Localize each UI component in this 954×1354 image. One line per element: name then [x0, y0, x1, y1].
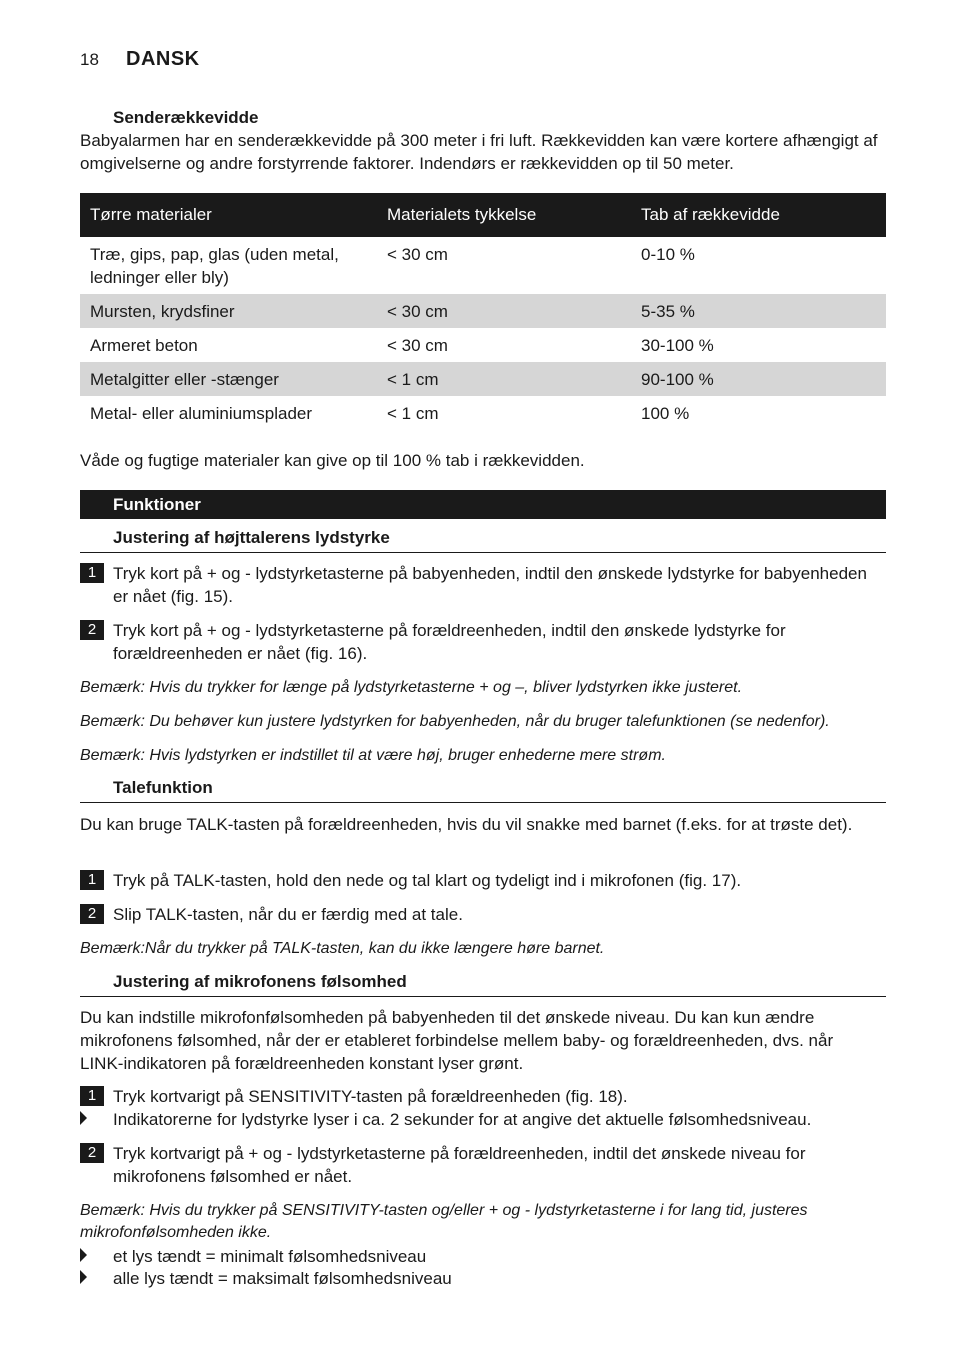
- table-cell: < 30 cm: [387, 245, 448, 264]
- step-text: Slip TALK-tasten, når du er færdig med at tale.: [113, 905, 463, 924]
- sensitivity-heading: Justering af mikrofonens følsomhed: [113, 972, 407, 991]
- bullet-text: alle lys tændt = maksimalt følsomhedsniveau: [113, 1269, 452, 1288]
- sensitivity-intro: Du kan indstille mikrofonfølsomheden på babyenheden til det ønskede niveau. Du kan kun ændre mikrofonens følsomhed, når der er etableret forbindelse mellem baby- og forældreenheden, dvs. når LINK-indikatoren på forældreenheden konstant lyser grønt.: [80, 1008, 834, 1073]
- talk-heading: Talefunktion: [113, 778, 213, 797]
- table-cell: 100 %: [641, 404, 690, 423]
- table-header-row: [80, 193, 886, 237]
- bullet-triangle-icon: [80, 1248, 87, 1262]
- table-row: [80, 294, 886, 328]
- step-number: 1: [80, 563, 104, 583]
- table-cell: < 1 cm: [387, 404, 439, 423]
- table-row: [80, 362, 886, 396]
- section-title: Funktioner: [113, 495, 201, 514]
- step-number: 2: [80, 904, 104, 924]
- table-cell: Metal- eller aluminiumsplader: [90, 404, 313, 423]
- talk-intro: Du kan bruge TALK-tasten på forældreenheden, hvis du vil snakke med barnet (f.eks. for at trøste det).: [80, 815, 853, 834]
- step-number: 1: [80, 1086, 104, 1106]
- step-number: 1: [80, 870, 104, 890]
- table-cell: < 1 cm: [377, 362, 631, 396]
- divider: [80, 802, 886, 803]
- language-title: DANSK: [126, 48, 200, 70]
- page-number: 18: [80, 50, 99, 69]
- table-header-loss: Tab af rækkevidde: [631, 193, 886, 237]
- bullet-triangle-icon: [80, 1111, 87, 1125]
- step-text: Tryk på TALK-tasten, hold den nede og tal klart og tydeligt ind i mikrofonen (fig. 17).: [113, 871, 742, 890]
- table-cell: 30-100 %: [641, 336, 714, 355]
- range-intro: Babyalarmen har en senderækkevidde på 300 meter i fri luft. Rækkevidden kan være kortere afhængigt af omgivelserne og andre forstyrrende faktorer. Indendørs er rækkevidden op til 50 meter.: [80, 131, 878, 173]
- table-row: [80, 237, 886, 294]
- volume-note-2: Bemærk: Du behøver kun justere lydstyrken for babyenheden, når du bruger talefunktionen (se nedenfor).: [80, 713, 830, 730]
- bullet-text: et lys tændt = minimalt følsomhedsniveau: [113, 1247, 427, 1266]
- materials-table: [80, 193, 886, 430]
- table-cell: Træ, gips, pap, glas (uden metal, ledninger eller bly): [90, 245, 339, 287]
- divider: [80, 996, 886, 997]
- table-cell: < 30 cm: [387, 336, 448, 355]
- table-cell: 0-10 %: [641, 245, 695, 264]
- step-text: Tryk kortvarigt på SENSITIVITY-tasten på forældreenheden (fig. 18).: [113, 1087, 628, 1106]
- volume-note-1: Bemærk: Hvis du trykker for længe på lydstyrketasterne + og –, bliver lydstyrken ikke justeret.: [80, 679, 743, 696]
- table-row: [80, 328, 886, 362]
- volume-note-3: Bemærk: Hvis lydstyrken er indstillet til at være høj, bruger enhederne mere strøm.: [80, 747, 666, 764]
- bullet-text: Indikatorerne for lydstyrke lyser i ca. 2 sekunder for at angive det aktuelle følsomhedsniveau.: [113, 1110, 812, 1129]
- section-bar-functions: [80, 490, 886, 519]
- table-header-thickness: Materialets tykkelse: [377, 193, 631, 237]
- step-number: 2: [80, 620, 104, 640]
- talk-note: Bemærk:Når du trykker på TALK-tasten, kan du ikke længere høre barnet.: [80, 940, 605, 957]
- range-heading: Senderækkevidde: [113, 108, 259, 127]
- divider: [80, 552, 886, 553]
- table-cell: Armeret beton: [90, 336, 198, 355]
- bullet-triangle-icon: [80, 1270, 87, 1284]
- table-cell: Mursten, krydsfiner: [80, 294, 377, 328]
- volume-heading: Justering af højttalerens lydstyrke: [113, 528, 390, 547]
- step-number: 2: [80, 1143, 104, 1163]
- range-after-note: Våde og fugtige materialer kan give op til 100 % tab i rækkevidden.: [80, 451, 585, 470]
- step-text: Tryk kortvarigt på + og - lydstyrketasterne på forældreenheden, indtil det ønskede niveau for mikrofonens følsomhed er nået.: [113, 1144, 806, 1186]
- step-text: Tryk kort på + og - lydstyrketasterne på forældreenheden, indtil den ønskede lydstyrke for forældreenheden er nået (fig. 16).: [113, 621, 786, 663]
- sensitivity-note: Bemærk: Hvis du trykker på SENSITIVITY-tasten og/eller + og - lydstyrketasterne i for lang tid, justeres mikrofonfølsomheden ikke.: [80, 1202, 808, 1241]
- step-text: Tryk kort på + og - lydstyrketasterne på babyenheden, indtil den ønskede lydstyrke for babyenheden er nået (fig. 15).: [113, 564, 867, 606]
- table-cell: 90-100 %: [631, 362, 886, 396]
- table-row: [80, 396, 886, 430]
- table-cell: < 30 cm: [377, 294, 631, 328]
- table-cell: 5-35 %: [631, 294, 886, 328]
- table-header-material: Tørre materialer: [80, 193, 377, 237]
- table-cell: Metalgitter eller -stænger: [80, 362, 377, 396]
